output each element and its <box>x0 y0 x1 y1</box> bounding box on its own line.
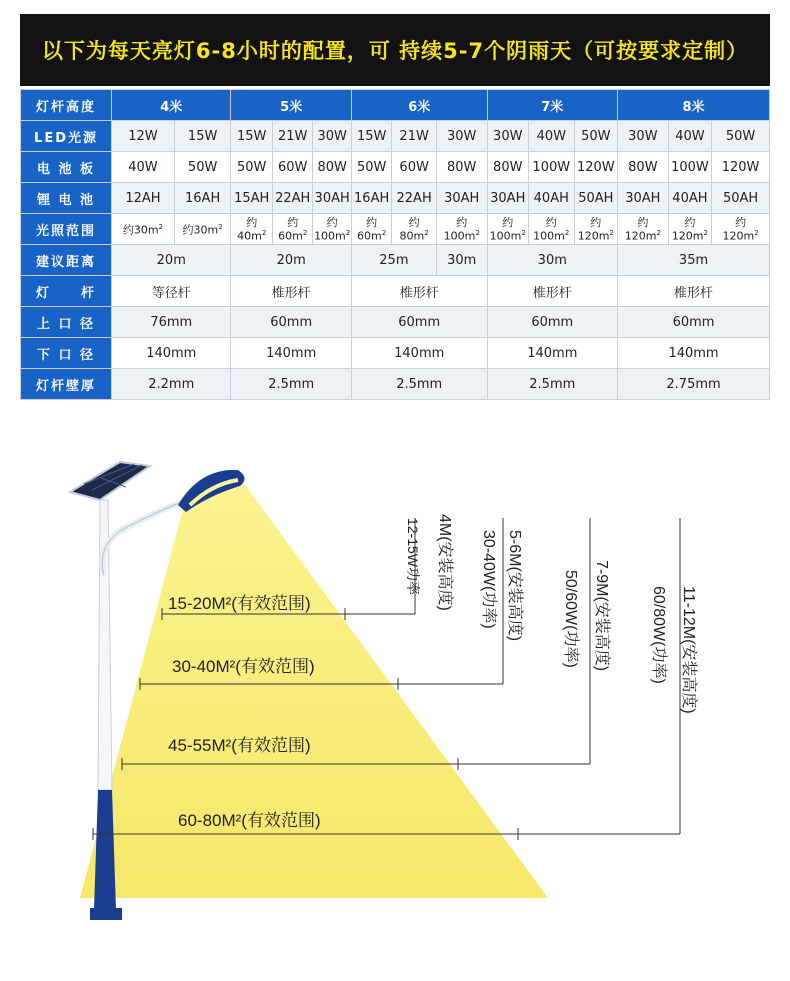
table-cell: 140mm <box>487 338 618 369</box>
table-cell: 30AH <box>487 183 528 214</box>
streetlight-diagram <box>0 440 790 981</box>
lux-cell: 约 $40m^2$ <box>231 214 272 245</box>
lux-cell: 约 $100m^2$ <box>487 214 528 245</box>
spec-table <box>20 89 770 400</box>
lux-cell: 约$30m^2$ <box>174 214 231 245</box>
table-cell: 30W <box>436 121 487 152</box>
table-cell: 30W <box>313 121 351 152</box>
row-header: 建议距离 <box>21 245 112 276</box>
row-header: 灯杆壁厚 <box>21 369 112 400</box>
table-cell: 100W <box>668 152 712 183</box>
row-header: 灯 杆 <box>21 276 112 307</box>
table-cell: 25m <box>351 245 436 276</box>
table-cell: 15AH <box>231 183 272 214</box>
table-cell: 12W <box>112 121 175 152</box>
row-top-diameter <box>21 307 770 338</box>
height-cell: 6米 <box>351 90 487 121</box>
range-label: 45-55M²(有效范围) <box>168 736 311 755</box>
table-cell: 60mm <box>351 307 487 338</box>
table-cell: 40W <box>112 152 175 183</box>
table-cell: 50W <box>231 152 272 183</box>
lux-cell: 约 $120m^2$ <box>668 214 712 245</box>
table-cell: 22AH <box>272 183 312 214</box>
table-cell: 35m <box>618 245 770 276</box>
table-cell: 15W <box>174 121 231 152</box>
table-cell: 椎形杆 <box>231 276 351 307</box>
table-cell: 椎形杆 <box>351 276 487 307</box>
range-label: 15-20M²(有效范围) <box>168 594 311 613</box>
table-cell: 100W <box>529 152 575 183</box>
table-cell: 60mm <box>487 307 618 338</box>
pole-base <box>90 908 122 920</box>
row-header: 下 口 径 <box>21 338 112 369</box>
height-cell: 4米 <box>112 90 231 121</box>
row-pole-height <box>21 90 770 121</box>
table-cell: 30AH <box>618 183 669 214</box>
table-cell: 椎形杆 <box>487 276 618 307</box>
table-cell: 50W <box>712 121 770 152</box>
range-label: 60-80M²(有效范围) <box>178 811 321 830</box>
install-power-label: 12-15W功率 <box>405 518 421 596</box>
row-header: 上 口 径 <box>21 307 112 338</box>
install-height-label: 11-12M(安装高度) <box>680 586 697 714</box>
row-header: 光照范围 <box>21 214 112 245</box>
table-cell: 16AH <box>351 183 391 214</box>
row-header: 锂 电 池 <box>21 183 112 214</box>
table-cell: 50W <box>574 121 618 152</box>
height-cell: 8米 <box>618 90 770 121</box>
table-cell: 120W <box>574 152 618 183</box>
table-cell: 22AH <box>392 183 437 214</box>
install-height-label: 5-6M(安装高度) <box>506 530 523 642</box>
row-wall-thickness <box>21 369 770 400</box>
lux-cell: 约 $60m^2$ <box>272 214 312 245</box>
lux-cell: 约 $100m^2$ <box>529 214 575 245</box>
table-cell: 15W <box>351 121 391 152</box>
table-cell: 2.75mm <box>618 369 770 400</box>
table-cell: 50AH <box>712 183 770 214</box>
lux-cell: 约 $100m^2$ <box>436 214 487 245</box>
table-cell: 20m <box>231 245 351 276</box>
light-beam <box>80 478 548 898</box>
table-cell: 60W <box>392 152 437 183</box>
table-cell: 12AH <box>112 183 175 214</box>
table-cell: 140mm <box>351 338 487 369</box>
table-cell: 30W <box>618 121 669 152</box>
table-cell: 30W <box>487 121 528 152</box>
table-cell: 140mm <box>618 338 770 369</box>
row-lighting <box>21 214 770 245</box>
table-cell: 2.5mm <box>351 369 487 400</box>
table-cell: 30m <box>487 245 618 276</box>
table-cell: 40W <box>529 121 575 152</box>
row-battery <box>21 183 770 214</box>
install-height-label: 4M(安装高度) <box>436 514 453 611</box>
row-distance <box>21 245 770 276</box>
lux-cell: 约 $120m^2$ <box>712 214 770 245</box>
range-label: 30-40M²(有效范围) <box>172 657 315 676</box>
table-cell: 30AH <box>436 183 487 214</box>
install-power-label: 60/80W(功率) <box>650 586 667 684</box>
table-cell: 2.5mm <box>231 369 351 400</box>
lux-cell: 约$30m^2$ <box>112 214 175 245</box>
table-cell: 140mm <box>112 338 231 369</box>
title-banner <box>20 14 770 86</box>
table-cell: 120W <box>712 152 770 183</box>
table-cell: 20m <box>112 245 231 276</box>
table-cell: 140mm <box>231 338 351 369</box>
table-cell: 60W <box>272 152 312 183</box>
table-cell: 2.2mm <box>112 369 231 400</box>
table-cell: 76mm <box>112 307 231 338</box>
table-cell: 30m <box>436 245 487 276</box>
table-cell: 80W <box>313 152 351 183</box>
table-cell: 30AH <box>313 183 351 214</box>
row-led <box>21 121 770 152</box>
table-cell: 等径杆 <box>112 276 231 307</box>
row-pole <box>21 276 770 307</box>
lux-cell: 约 $100m^2$ <box>313 214 351 245</box>
table-cell: 50W <box>351 152 391 183</box>
table-cell: 40W <box>668 121 712 152</box>
table-cell: 2.5mm <box>487 369 618 400</box>
table-cell: 40AH <box>529 183 575 214</box>
table-cell: 60mm <box>618 307 770 338</box>
table-cell: 80W <box>436 152 487 183</box>
height-cell: 5米 <box>231 90 351 121</box>
row-header: 灯杆高度 <box>21 90 112 121</box>
row-header: LED光源 <box>21 121 112 152</box>
install-height-label: 7-9M(安装高度) <box>593 560 610 672</box>
row-panel <box>21 152 770 183</box>
lux-cell: 约 $80m^2$ <box>392 214 437 245</box>
table-cell: 40AH <box>668 183 712 214</box>
table-cell: 80W <box>487 152 528 183</box>
table-cell: 50W <box>174 152 231 183</box>
install-power-label: 30-40W(功率) <box>480 530 497 629</box>
table-cell: 21W <box>392 121 437 152</box>
table-cell: 60mm <box>231 307 351 338</box>
table-cell: 15W <box>231 121 272 152</box>
title-text: 以下为每天亮灯6-8小时的配置，可 持续5-7个阴雨天（可按要求定制） <box>41 39 749 63</box>
table-cell: 16AH <box>174 183 231 214</box>
table-cell: 椎形杆 <box>618 276 770 307</box>
row-bottom-diameter <box>21 338 770 369</box>
lux-cell: 约 $120m^2$ <box>574 214 618 245</box>
lux-cell: 约 $60m^2$ <box>351 214 391 245</box>
table-cell: 80W <box>618 152 669 183</box>
table-cell: 21W <box>272 121 312 152</box>
lux-cell: 约 $120m^2$ <box>618 214 669 245</box>
table-cell: 50AH <box>574 183 618 214</box>
row-header: 电 池 板 <box>21 152 112 183</box>
height-cell: 7米 <box>487 90 618 121</box>
install-power-label: 50/60W(功率) <box>562 570 579 668</box>
